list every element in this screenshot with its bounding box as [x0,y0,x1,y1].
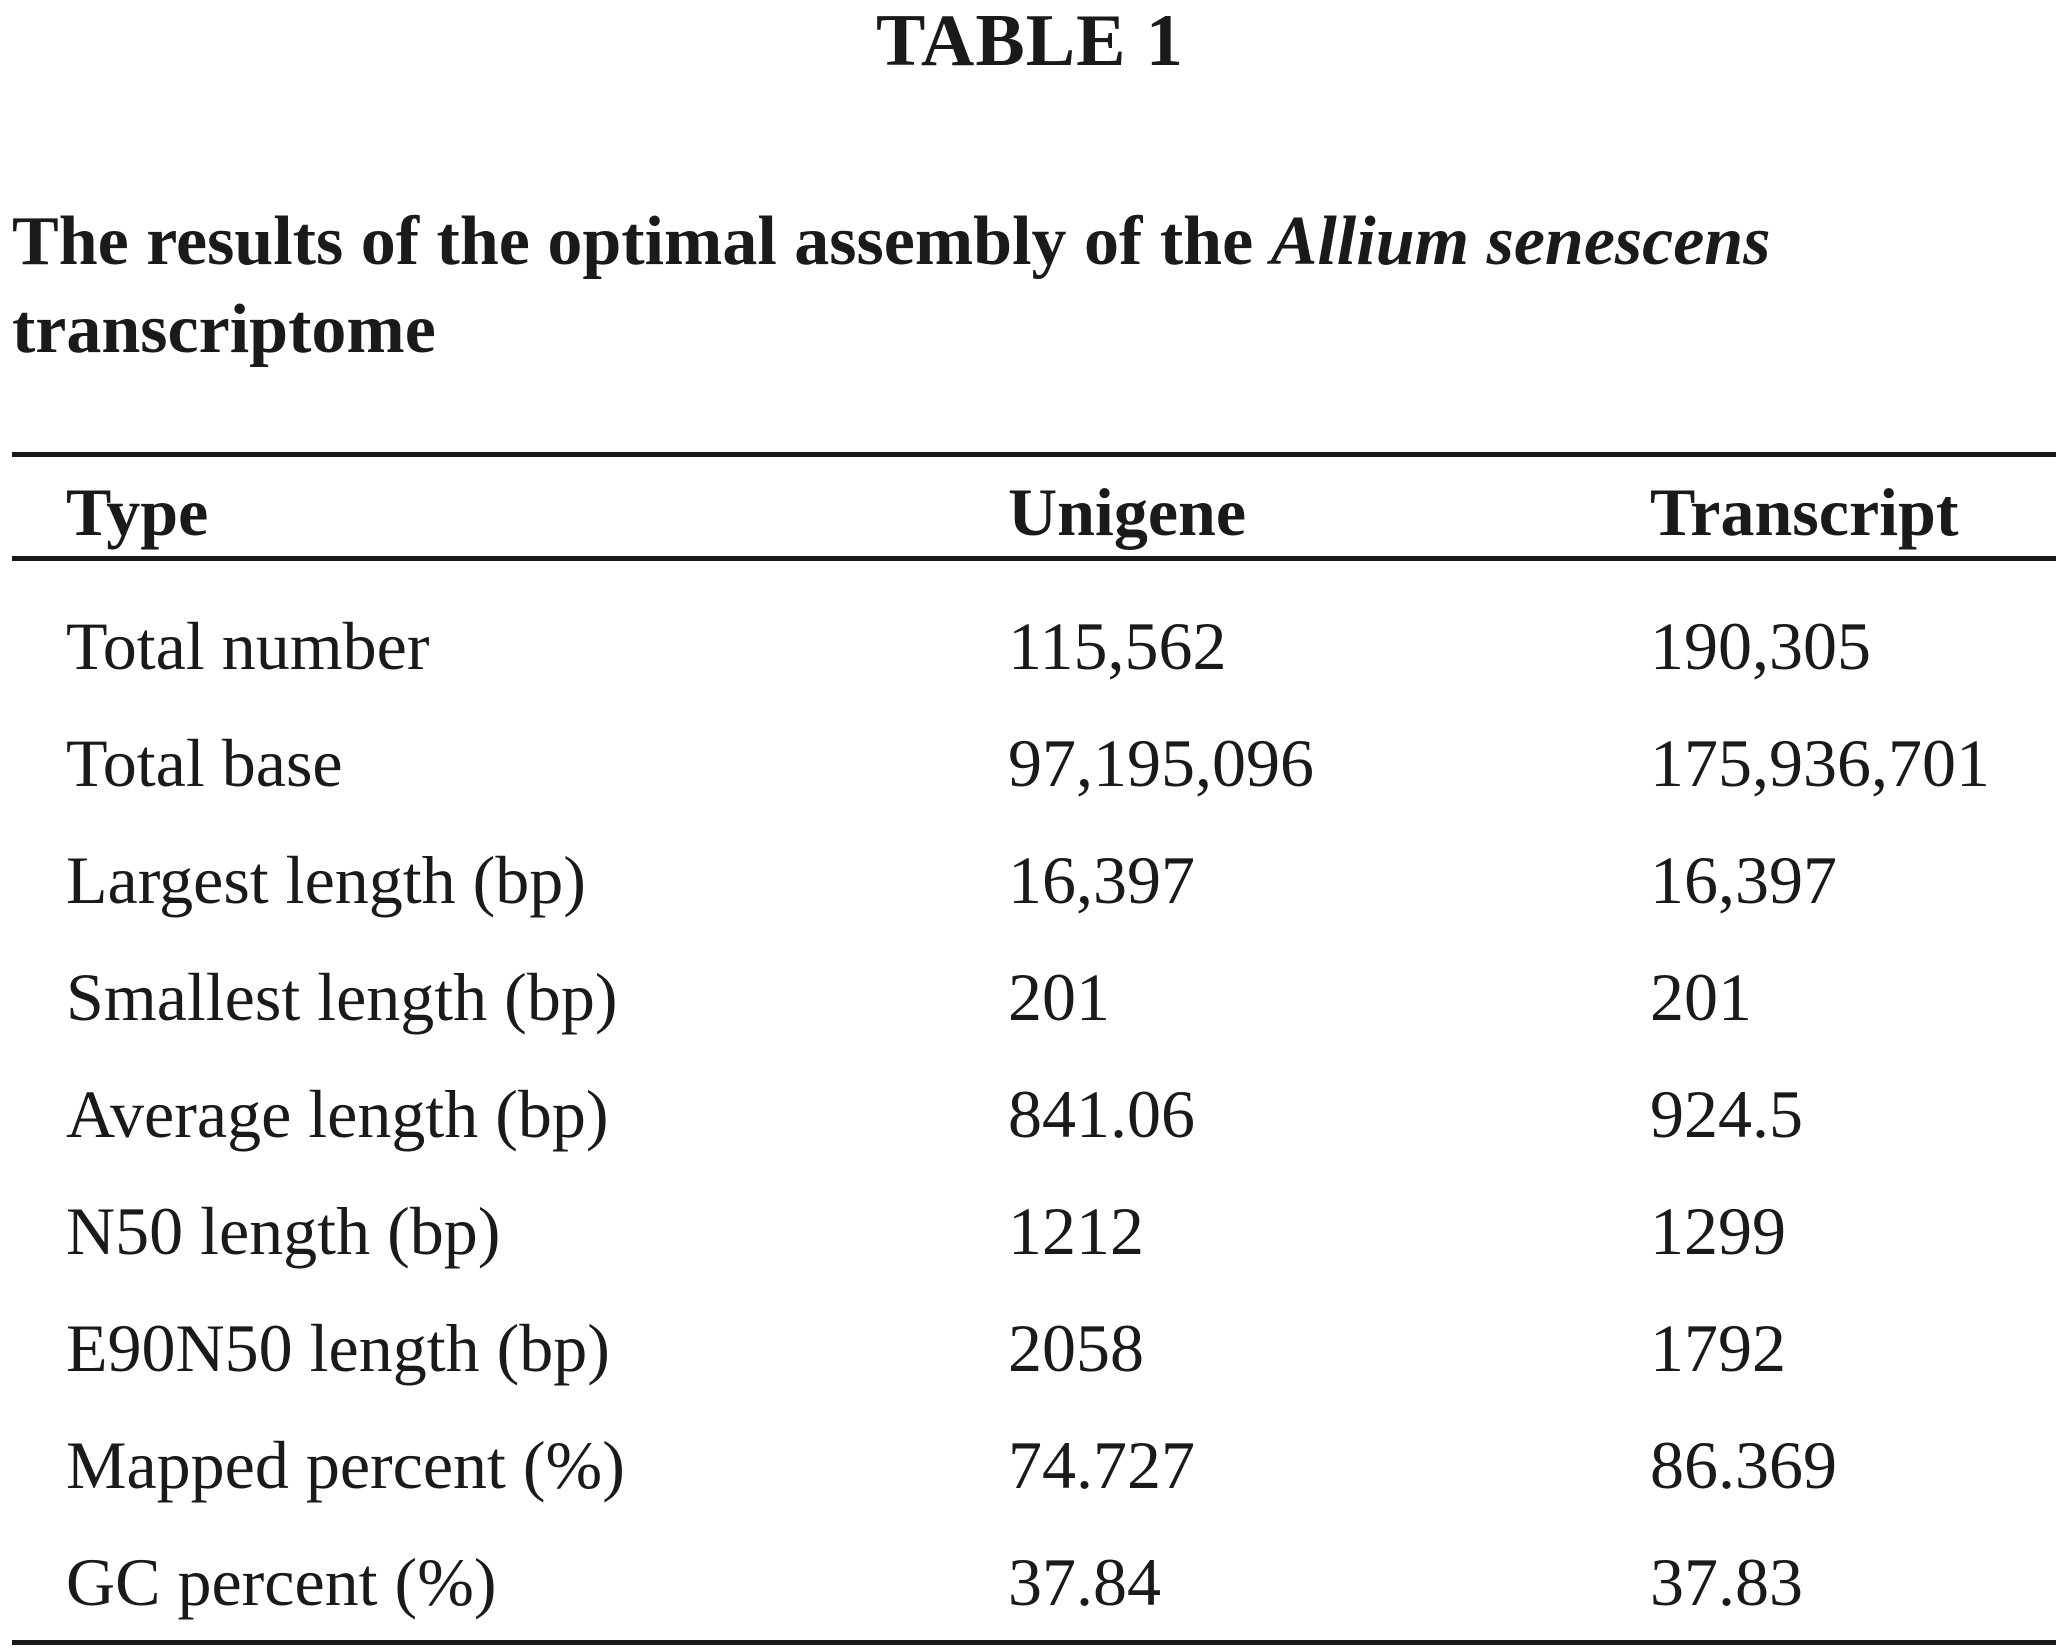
cell-unigene: 201 [1008,959,1110,1035]
bottom-rule [12,1640,2056,1645]
cell-transcript: 175,936,701 [1650,725,1990,801]
cell-unigene: 16,397 [1008,842,1195,918]
cell-transcript: 16,397 [1650,842,1837,918]
header-unigene: Unigene [1008,474,1246,550]
cell-type: Largest length (bp) [66,842,586,918]
cell-type: Total number [66,608,430,684]
cell-transcript: 190,305 [1650,608,1871,684]
table-row [0,596,2060,696]
cell-unigene: 115,562 [1008,608,1227,684]
table-row [0,1064,2060,1164]
cell-unigene: 37.84 [1008,1544,1161,1620]
cell-transcript: 37.83 [1650,1544,1803,1620]
cell-type: Total base [66,725,343,801]
cell-unigene: 841.06 [1008,1076,1195,1152]
table-label: TABLE 1 [876,0,1184,82]
cell-transcript: 924.5 [1650,1076,1803,1152]
cell-transcript: 86.369 [1650,1427,1837,1503]
cell-unigene: 1212 [1008,1193,1144,1269]
cell-type: N50 length (bp) [66,1193,501,1269]
cell-unigene: 97,195,096 [1008,725,1314,801]
top-rule [12,452,2056,457]
header-type: Type [66,474,209,550]
table-caption [12,198,2032,374]
cell-transcript: 1792 [1650,1310,1786,1386]
cell-type: Average length (bp) [66,1076,609,1152]
table-row [0,713,2060,813]
cell-unigene: 2058 [1008,1310,1144,1386]
table-row [0,1181,2060,1281]
cell-type: E90N50 length (bp) [66,1310,610,1386]
cell-type: GC percent (%) [66,1544,497,1620]
table-row [0,1532,2060,1632]
table-row [0,1298,2060,1398]
cell-type: Smallest length (bp) [66,959,618,1035]
caption-prefix: The results of the optimal assembly of the [12,203,1271,280]
table-row [0,1415,2060,1515]
cell-transcript: 201 [1650,959,1752,1035]
header-rule [12,556,2056,561]
cell-unigene: 74.727 [1008,1427,1195,1503]
table-row [0,830,2060,930]
cell-type: Mapped percent (%) [66,1427,625,1503]
header-row [0,462,2060,562]
cell-transcript: 1299 [1650,1193,1786,1269]
header-transcript: Transcript [1650,474,1959,550]
caption-suffix: transcriptome [12,291,436,368]
table-row [0,947,2060,1047]
caption-species: Allium senescens [1270,203,1771,280]
